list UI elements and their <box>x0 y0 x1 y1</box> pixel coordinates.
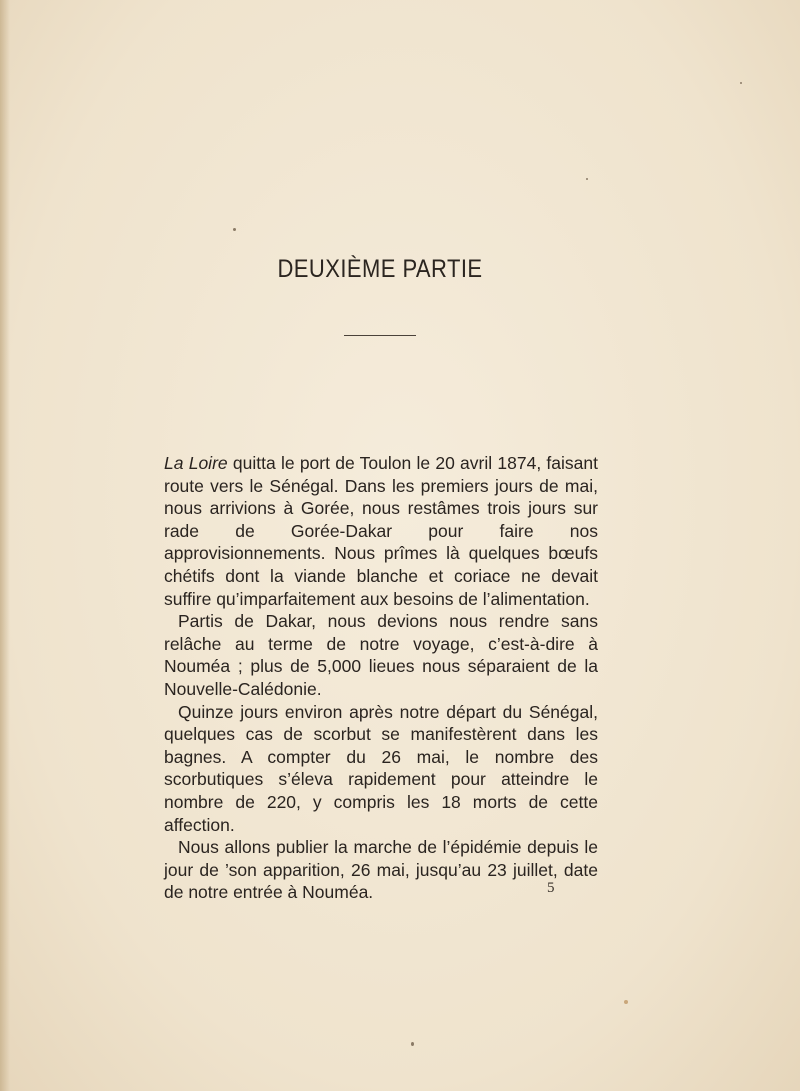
paper-speck <box>740 82 742 84</box>
paper-speck <box>586 178 588 180</box>
ship-name: La Loire <box>164 453 228 473</box>
section-rule <box>344 335 416 336</box>
paragraph-1-text: quitta le port de Toulon le 20 avril 1874, faisant route vers le Sénégal. Dans les premiers jours de mai, nous arrivions à Gorée, nous restâmes trois jours sur rade de Gorée-Dakar pour faire nos approvisionnements. Nous prîmes là quelques bœufs chétifs dont la viande blanche et coriace ne devait suffire qu’imparfaitement aux besoins de l’alimentation. <box>164 453 598 609</box>
part-heading: DEUXIÈME PARTIE <box>277 255 483 283</box>
body-text <box>164 452 598 904</box>
paragraph-1 <box>164 452 598 610</box>
paragraph-4: Nous allons publier la marche de l’épidémie depuis le jour de ’son apparition, 26 mai, jusqu’au 23 juillet, date de notre entrée à Nouméa. <box>164 837 598 903</box>
page-edge <box>0 0 10 1091</box>
paper-speck <box>624 1000 628 1004</box>
paper-speck <box>233 228 236 231</box>
page-number: 5 <box>547 880 555 896</box>
paper-speck <box>411 1042 414 1046</box>
paragraph-2: Partis de Dakar, nous devions nous rendre sans relâche au terme de notre voyage, c’est-à-dire à Nouméa ; plus de 5,000 lieues nous séparaient de la Nouvelle-Calédonie. <box>164 611 598 699</box>
paragraph-3: Quinze jours environ après notre départ du Sénégal, quelques cas de scorbut se manifestèrent dans les bagnes. A compter du 26 mai, le nombre des scorbutiques s’éleva rapidement pour atteindre le nombre de 220, y compris les 18 morts de cette affection. <box>164 701 598 835</box>
